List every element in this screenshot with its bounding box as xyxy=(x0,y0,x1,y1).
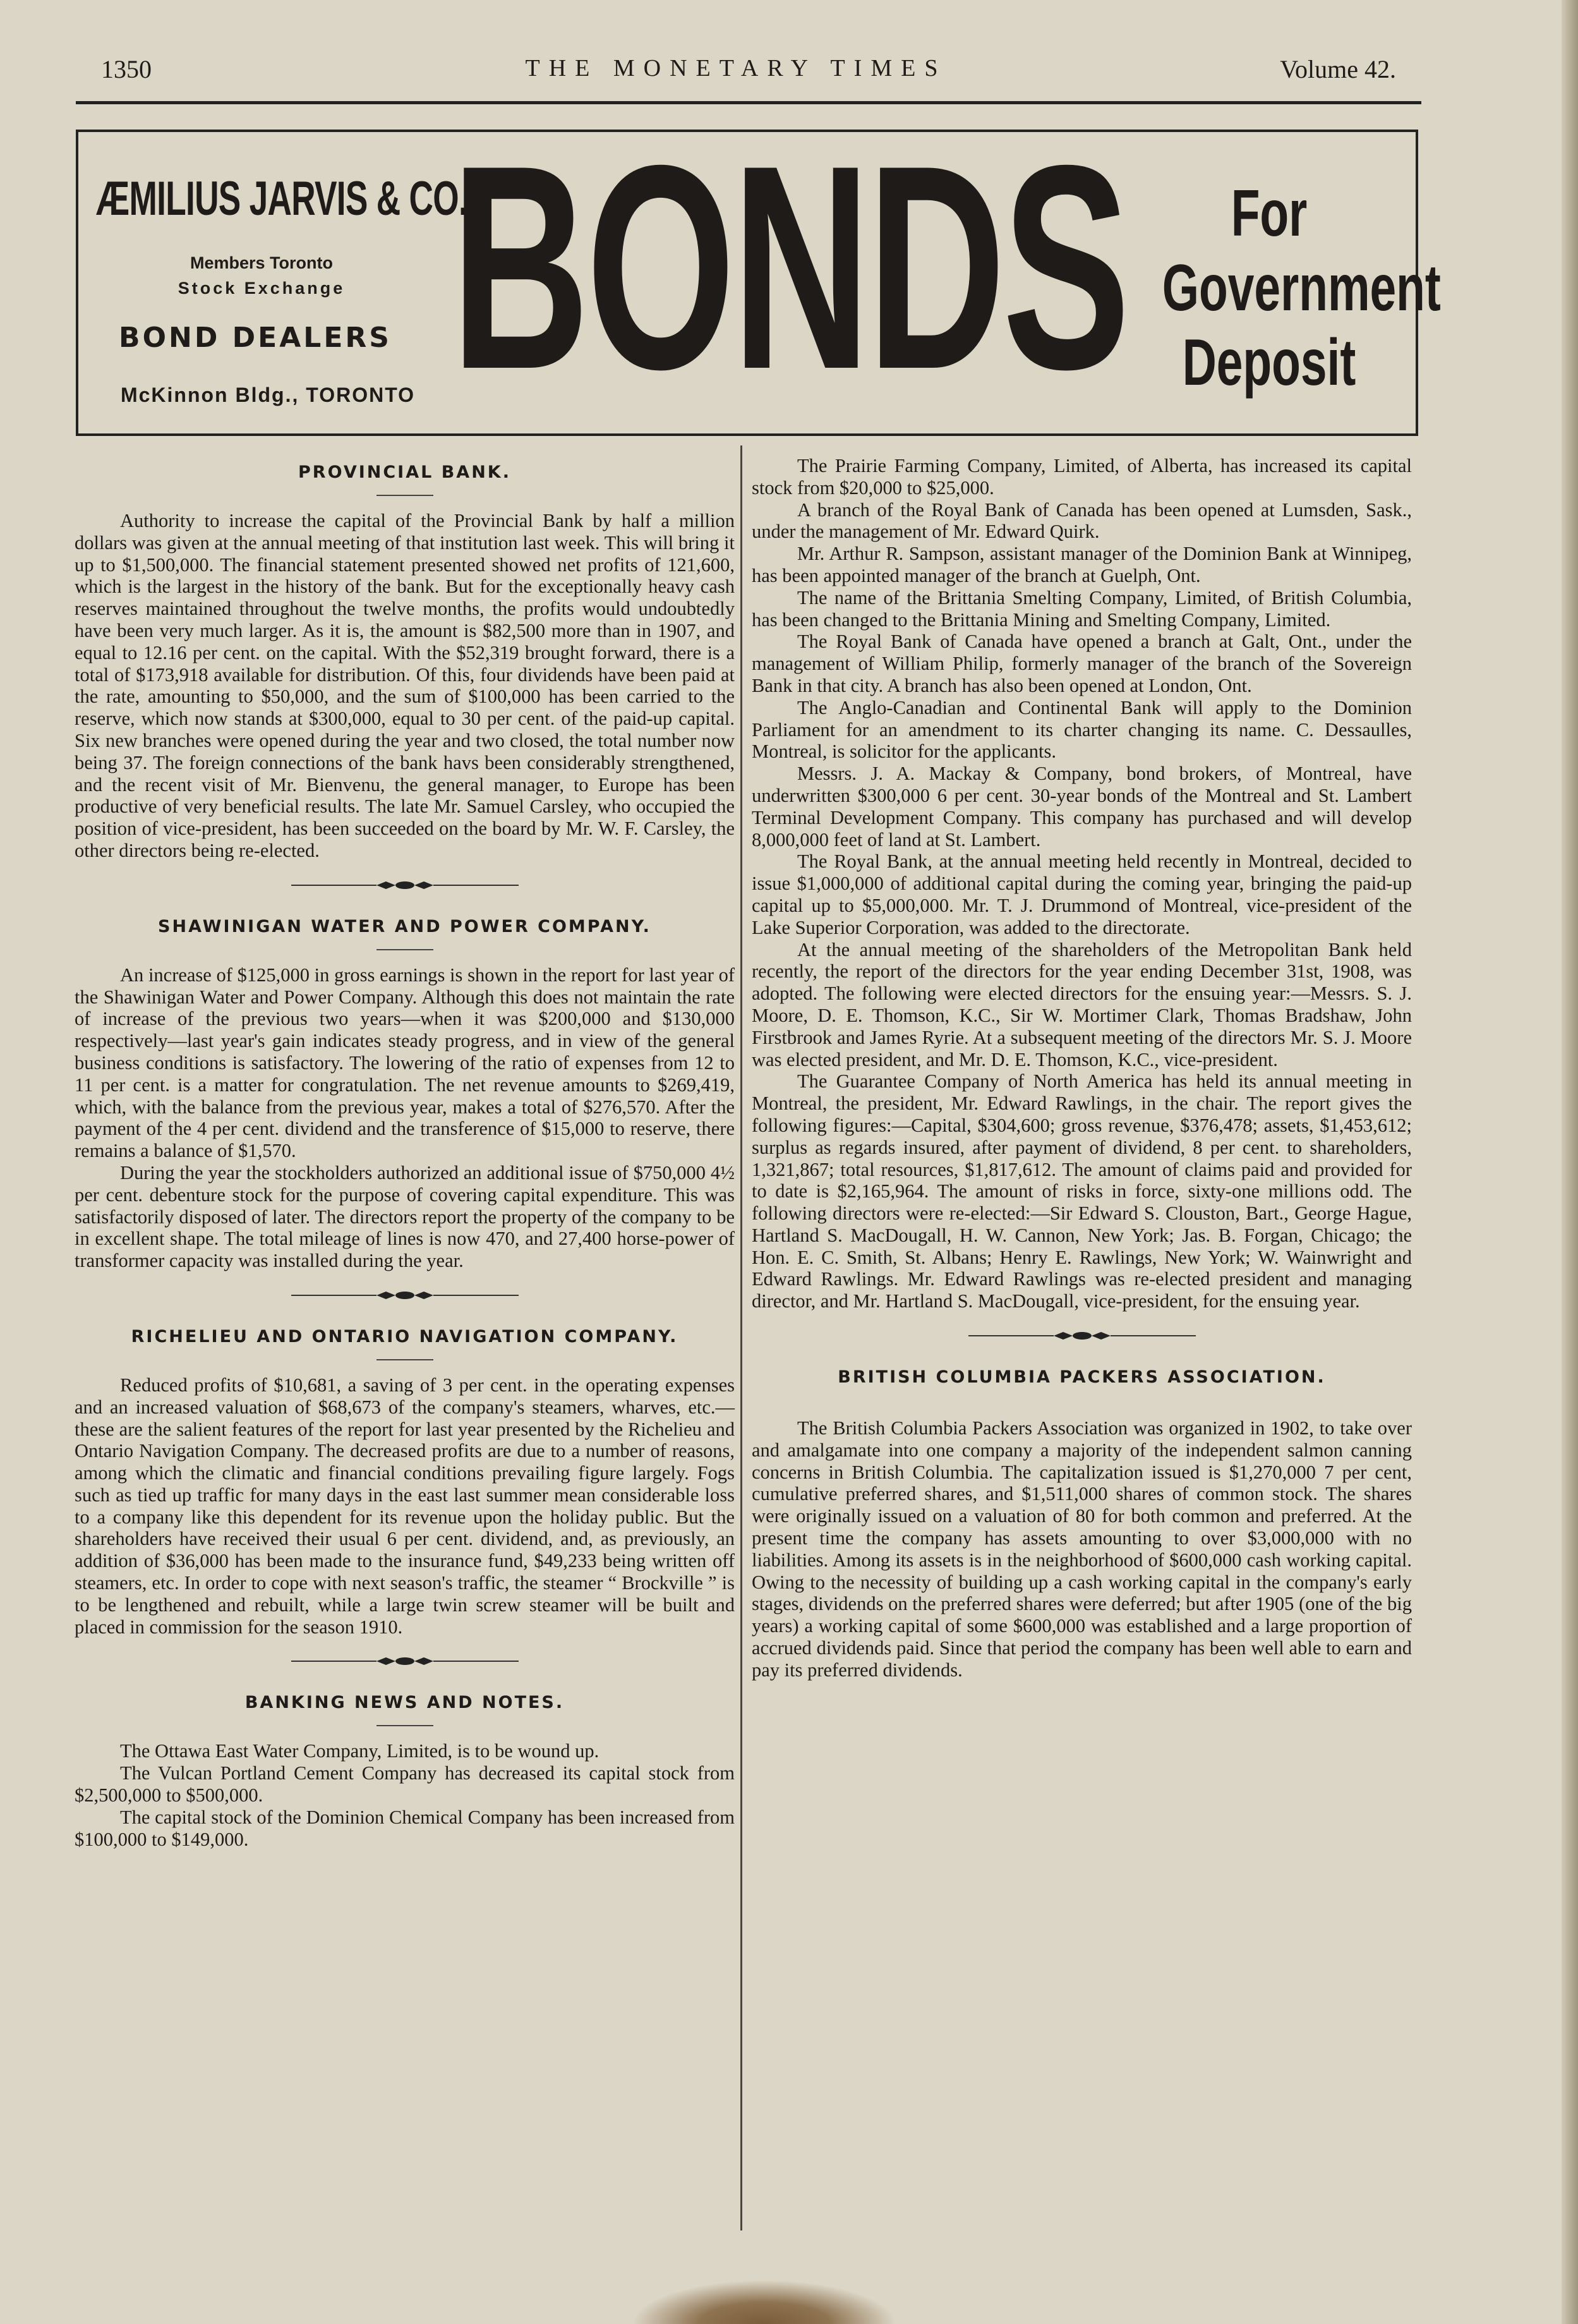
firm-address: McKinnon Bldg., TORONTO xyxy=(120,384,416,406)
article-richelieu xyxy=(75,1327,735,1638)
article-paragraph: The British Columbia Packers Association was organized in 1902, to take over and amalgamate into one company a majority of the independent salmon canning concerns in British Columbia. The capitalization issued is $1,270,000 7 per cent, cumulative preferred shares, and $1,511,000 shares of common stock. The shares were originally issued on a valuation of 80 for both common and preferred. At the present time the company has assets amounting to over $3,000,000 with no liabilities. Among its assets is in the neighborhood of $600,000 cash working capital. Owing to the necessity of building up a cash working capital in the company's early stages, dividends on the preferred shares were deferred; but after 1905 (one of the big years) a working capital of some $600,000 was established and a large proportion of accrued dividends paid. Since that period the company has been well able to earn and pay its preferred dividends. xyxy=(752,1417,1412,1681)
running-head xyxy=(76,54,1396,92)
page-edge-shadow xyxy=(1562,0,1578,2324)
news-item: The name of the Brittania Smelting Company, Limited, of British Columbia, has been changed to the Brittania Mining and Smelting Company, Limited. xyxy=(752,586,1412,631)
tagline xyxy=(1121,176,1441,400)
members-line-1: Members Toronto xyxy=(190,253,333,272)
article-title: SHAWINIGAN WATER AND POWER COMPANY. xyxy=(158,916,651,936)
ornament-divider xyxy=(75,881,735,893)
right-column xyxy=(752,455,1412,1681)
news-item: The Anglo-Canadian and Continental Bank will apply to the Dominion Parliament for an amendment to its charter changing its name. C. Dessaulles, Montreal, is solicitor for the applicants. xyxy=(752,696,1412,763)
tagline-line-3: Deposit xyxy=(1182,326,1356,399)
news-item: The Prairie Farming Company, Limited, of Alberta, has increased its capital stock from $20,000 to $25,000. xyxy=(752,455,1412,499)
news-item: The Ottawa East Water Company, Limited, is to be wound up. xyxy=(120,1740,599,1762)
column-divider xyxy=(740,445,742,2230)
ornament-divider xyxy=(75,1291,735,1303)
bonds-headline: BONDS xyxy=(451,106,1128,430)
news-item: A branch of the Royal Bank of Canada has been opened at Lumsden, Sask., under the management of Mr. Edward Quirk. xyxy=(752,499,1412,543)
title-rule xyxy=(376,1725,433,1726)
bond-advertisement xyxy=(76,106,1441,436)
news-item: The capital stock of the Dominion Chemical Company has been increased from $100,000 to $149,000. xyxy=(75,1806,735,1850)
journal-title: THE MONETARY TIMES xyxy=(525,55,947,82)
article-banking-news xyxy=(75,1693,735,1850)
article-title: RICHELIEU AND ONTARIO NAVIGATION COMPANY. xyxy=(131,1326,678,1347)
tagline-line-1: For xyxy=(1231,177,1308,250)
news-item: The Royal Bank, at the annual meeting held recently in Montreal, decided to issue $1,000,000 of additional capital during the coming year, bringing the paid-up capital up to $5,000,000. Mr. T. J. Drummond of Montreal, vice-president of the Lake Superior Corporation, was added to the directorate. xyxy=(752,850,1412,938)
article-paragraph: During the year the stockholders authorized an additional issue of $750,000 4½ per cent. debenture stock for the purpose of covering capital expenditure. This was satisfactorily disposed of later. The directors report the property of the company to be in excellent shape. The total mileage of lines is now 470, and 27,400 horse-power of transformer capacity was installed during the year. xyxy=(75,1161,735,1272)
firm-name: ÆMILIUS JARVIS & CO. xyxy=(96,172,468,226)
news-item: The Vulcan Portland Cement Company has decreased its capital stock from $2,500,000 to $500,000. xyxy=(75,1762,735,1807)
news-item: At the annual meeting of the shareholders of the Metropolitan Bank held recently, the report of the directors for the year ending December 31st, 1908, was adopted. The following were elected directors for the ensuing year:—Messrs. S. J. Moore, D. E. Thomson, K.C., Sir W. Mortimer Clark, Thomas Bradshaw, John Firstbrook and James Ryrie. At a subsequent meeting of the directors Mr. S. J. Moore was elected president, and Mr. D. E. Thomson, K.C., vice-president. xyxy=(752,938,1412,1070)
article-paragraph: An increase of $125,000 in gross earnings is shown in the report for last year of the Shawinigan Water and Power Company. Although this does not maintain the rate of increase of the previous two years—when it was $200,000 and $130,000 respectively—last year's gain indicates steady progress, and in view of the general business conditions is satisfactory. The lowering of the ratio of expenses from 12 to 11 per cent. is a matter for congratulation. The net revenue amounts to $269,419, which, with the balance from the previous year, makes a total of $276,570. After the payment of the 4 per cent. dividend and the transference of $15,000 to reserve, there remains a balance of $1,570. xyxy=(75,964,735,1162)
title-rule xyxy=(376,949,433,950)
bond-dealers-label: BOND DEALERS xyxy=(119,322,392,354)
title-rule xyxy=(376,1359,433,1360)
article-bc-packers xyxy=(752,1367,1412,1681)
article-paragraph: Reduced profits of $10,681, a saving of 3 per cent. in the operating expenses and an increased valuation of $68,673 of the company's steamers, wharves, etc.—these are the salient features of the report for last year presented by the Richelieu and Ontario Navigation Company. The decreased profits are due to a number of reasons, among which the climatic and financial conditions prevailing figure largely. Fogs such as tied up traffic for many days in the east last summer mean considerable loss to a company like this dependent for its revenue upon the holiday public. But the shareholders have received their usual 6 per cent. dividend, and, as previously, an addition of $36,000 has been made to the insurance fund, $49,233 being written off steamers, etc. In order to cope with next season's traffic, the steamer “ Brockville ” is to be lengthened and rebuilt, while a large twin screw steamer will be built and placed in commission for the season 1910. xyxy=(75,1374,735,1638)
news-item: Messrs. J. A. Mackay & Company, bond brokers, of Montreal, have underwritten $300,000 6 per cent. 30-year bonds of the Montreal and St. Lambert Terminal Development Company. This company has purchased and will develop 8,000,000 feet of land at St. Lambert. xyxy=(752,763,1412,850)
article-shawinigan xyxy=(75,917,735,1272)
ornament-divider xyxy=(75,1657,735,1669)
news-item: Mr. Arthur R. Sampson, assistant manager of the Dominion Bank at Winnipeg, has been appointed manager of the branch at Guelph, Ont. xyxy=(752,543,1412,586)
header-rule xyxy=(76,101,1421,104)
ornament-divider xyxy=(752,1331,1412,1343)
article-provincial-bank xyxy=(75,463,735,862)
tagline-line-2: Government xyxy=(1162,251,1441,325)
title-rule xyxy=(1054,1397,1111,1398)
left-column xyxy=(75,455,735,1850)
article-title: PROVINCIAL BANK. xyxy=(298,463,511,482)
news-item: The Royal Bank of Canada have opened a branch at Galt, Ont., under the management of William Philip, formerly manager of the branch of the Sovereign Bank in that city. A branch has also been opened at London, Ont. xyxy=(752,631,1412,696)
volume-label: Volume 42. xyxy=(1280,55,1396,83)
members-line-2: Stock Exchange xyxy=(178,279,346,298)
news-items xyxy=(752,455,1412,1312)
article-title: BRITISH COLUMBIA PACKERS ASSOCIATION. xyxy=(838,1367,1326,1388)
news-item: The Guarantee Company of North America has held its annual meeting in Montreal, the president, Mr. Edward Rawlings, in the chair. The report gives the following figures:—Capital, $304,600; gross revenue, $376,478; assets, $1,453,612; surplus as regards insured, after payment of dividend, 8 per cent. to shareholders, 1,321,867; total resources, $1,817,612. The amount of claims paid and provided for to date is $2,165,964. The amount of risks in force, sixty-one millions odd. The following directors were re-elected:—Sir Edward S. Clouston, Bart., George Hague, Hartland S. MacDougall, H. W. Cannon, New York; Jas. B. Forgan, Chicago; the Hon. E. C. Smith, St. Albans; Henry E. Rawlings, New York; W. Wainwright and Edward Rawlings. Mr. Edward Rawlings was re-elected president and managing director, and Mr. Hartland S. MacDougall, vice-president, for the ensuing year. xyxy=(752,1070,1412,1312)
page-number: 1350 xyxy=(101,55,152,83)
article-title: BANKING NEWS AND NOTES. xyxy=(244,1693,565,1713)
title-rule xyxy=(376,495,433,496)
article-paragraph: Authority to increase the capital of the Provincial Bank by half a million dollars was given at the annual meeting of that institution last week. This will bring it up to $1,500,000. The financial statement presented showed net profits of 121,600, which is the largest in the history of the bank. But for the exceptionally heavy cash reserves maintained throughout the twelve months, the profits would undoubtedly have been very much larger. As it is, the amount is $82,500 more than in 1907, and equal to 12.16 per cent. on the capital. With the $52,319 brought forward, there is a total of $173,918 available for distribution. Of this, four dividends have been paid at the rate, amounting to $50,000, and the sum of $100,000 has been carried to the reserve, which now stands at $300,000, equal to 30 per cent. of the paid-up capital. Six new branches were opened during the year and two closed, the total number now being 37. The foreign connections of the bank havs been considerably strengthened, and the recent visit of Mr. Bienvenu, the general manager, to Europe has been productive of very beneficial results. The late Mr. Samuel Carsley, who occupied the position of vice-president, has been succeeded on the board by Mr. W. F. Carsley, the other directors being re-elected. xyxy=(75,510,735,861)
page-bottom-stain xyxy=(632,2280,897,2324)
